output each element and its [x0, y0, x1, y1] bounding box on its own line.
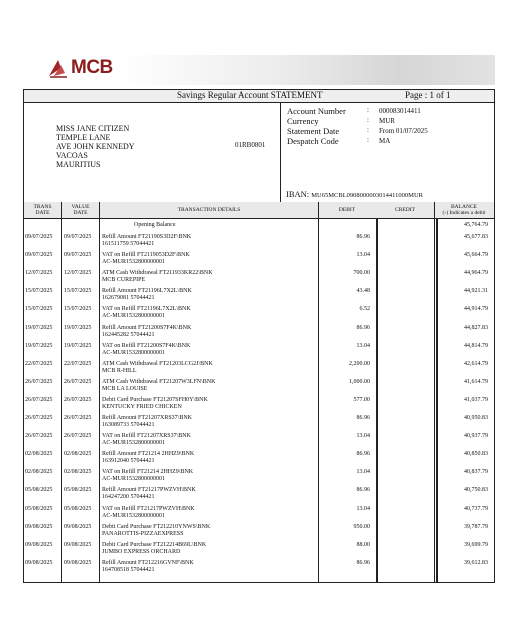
header-text: (-) Indicates a debit: [442, 210, 486, 216]
value-date-cell: 09/07/2025: [64, 252, 92, 259]
details-line-1: Refill Amount FT21214 2HHZ9\BNK: [102, 451, 195, 458]
details-cell: [102, 451, 314, 465]
separator: :: [367, 106, 369, 114]
details-line-2: 164247200 57044421: [102, 494, 155, 501]
debit-cell: 13.04: [356, 505, 370, 512]
details-line-2: MCB LA LOUISE: [102, 385, 148, 392]
details-line-1: Debit Card Purchase FT21207SFH0Y\BNK: [102, 396, 208, 403]
details-line-1: Debit Card Purchase FT212210YNWS\BNK: [102, 523, 211, 530]
debit-cell: 700.00: [353, 270, 370, 277]
balance-cell: 44,921.31: [464, 288, 488, 295]
value-date-cell: 19/07/2025: [64, 342, 92, 349]
value-date-cell: 05/08/2025: [64, 505, 92, 512]
opening-balance-value: 45,764.79: [464, 222, 488, 228]
details-line-2: AC-MUR1532800000001: [102, 313, 166, 320]
details-line-2: AC-MUR1532800000001: [102, 512, 166, 519]
details-line-2: 162445282 57044421: [102, 331, 155, 338]
trans-date-cell: 26/07/2025: [25, 433, 53, 440]
details-cell: [102, 469, 314, 483]
balance-cell: 45,664.79: [464, 252, 488, 259]
details-line-2: AC-MUR1532800000001: [102, 259, 166, 266]
customer-info-box: [23, 102, 495, 203]
details-line-2: 162679081 57044421: [102, 295, 155, 302]
statement-date-value: From 01/07/2025: [379, 127, 428, 135]
details-line-1: VAT on Refill FT21196L7X2L\BNK: [102, 306, 191, 313]
address-line: AVE JOHN KENNEDY: [56, 142, 135, 151]
details-line-2: MCB R-HILL: [102, 367, 137, 374]
balance-cell: 41,037.79: [464, 396, 488, 403]
trans-date-cell: 19/07/2025: [25, 342, 53, 349]
column-divider: [434, 202, 435, 582]
balance-cell: 44,964.79: [464, 270, 488, 277]
header-text: DATE: [73, 210, 88, 216]
details-line-1: ATM Cash Withdrawal FT21207W3LFN\BNK: [102, 378, 216, 385]
despatch-code-row: [287, 136, 390, 146]
balance-cell: 39,612.83: [464, 559, 488, 566]
balance-cell: 42,614.79: [464, 360, 488, 367]
details-line-2: MCB CUREPIPE: [102, 277, 146, 284]
balance-cell: 40,837.79: [464, 469, 488, 476]
statement-date-label: Statement Date: [287, 126, 340, 136]
debit-cell: 86.96: [356, 324, 370, 331]
value-date-cell: 15/07/2025: [64, 306, 92, 313]
opening-balance-label: Opening Balance: [134, 222, 176, 228]
details-cell: [102, 487, 314, 501]
statement-date-row: [287, 126, 428, 136]
balance-cell: 40,850.83: [464, 451, 488, 458]
details-cell: [102, 234, 314, 248]
currency-value: MUR: [379, 117, 395, 125]
trans-date-cell: 09/07/2025: [25, 234, 53, 240]
debit-cell: 86.96: [356, 451, 370, 458]
details-line-1: VAT on Refill FT21217PWZVH\BNK: [102, 505, 195, 512]
trans-date-cell: 05/08/2025: [25, 505, 53, 512]
balance-cell: 41,614.79: [464, 378, 488, 385]
debit-cell: 88.00: [356, 541, 370, 548]
header-text: VALUE: [71, 204, 90, 210]
details-line-2: 163089733 57044421: [102, 422, 155, 428]
details-line-2: 163912040 57044421: [102, 458, 155, 465]
details-line-2: PANAROTTIS-PIZZAEXPRESS: [102, 530, 184, 537]
details-line-1: ATM Cash Withdrawal FT21203LCG2J\BNK: [102, 360, 213, 367]
address-line: MISS JANE CITIZEN: [56, 124, 130, 133]
iban-line: [286, 189, 423, 199]
trans-date-cell: 12/07/2025: [25, 270, 53, 277]
account-number-label: Account Number: [287, 106, 346, 116]
trans-date-cell: 09/07/2025: [25, 252, 53, 259]
details-line-2: KENTUCKY FRIED CHICKEN: [102, 403, 182, 410]
debit-cell: 2,200.00: [349, 360, 370, 367]
details-line-1: VAT on Refill FT21207XRS37\BNK: [102, 433, 191, 440]
details-line-2: AC-MUR1532800000001: [102, 476, 166, 483]
bank-name: MCB: [71, 57, 113, 78]
statement-title: Savings Regular Account STATEMENT: [177, 90, 323, 100]
details-cell: [102, 542, 314, 556]
header-text: DATE: [35, 210, 50, 216]
debit-cell: 13.04: [356, 252, 370, 259]
details-cell: [102, 325, 314, 339]
details-cell: [102, 343, 314, 357]
address-line: VACOAS: [56, 151, 88, 160]
column-divider: [318, 202, 319, 582]
debit-cell: 86.96: [356, 234, 370, 240]
table-header: [24, 202, 494, 219]
details-line-2: 164708518 57044421: [102, 566, 155, 573]
value-date-cell: 26/07/2025: [64, 433, 92, 440]
details-line-1: Refill Amount FT212216GVNF\BNK: [102, 559, 194, 566]
header-details: TRANSACTION DETAILS: [177, 207, 241, 213]
balance-cell: 39,699.79: [464, 541, 488, 548]
mcb-sail-logo-icon: [47, 57, 69, 79]
details-cell: [102, 379, 314, 393]
details-line-1: Refill Amount FT21217PWZVH\BNK: [102, 487, 196, 494]
value-date-cell: 09/08/2025: [64, 523, 92, 530]
debit-cell: 577.00: [353, 396, 370, 403]
details-cell: [102, 397, 314, 411]
details-cell: [102, 524, 314, 538]
trans-date-cell: 26/07/2025: [25, 378, 53, 385]
trans-date-cell: 09/08/2025: [25, 559, 53, 566]
value-date-cell: 12/07/2025: [64, 270, 92, 277]
details-line-1: Refill Amount FT21207XRS37\BNK: [102, 415, 193, 421]
debit-cell: 950.00: [353, 523, 370, 530]
address-line: MAURITIUS: [56, 160, 101, 169]
bank-logo: [47, 57, 113, 79]
details-line-2: 161511759 57044421: [102, 241, 155, 247]
trans-date-cell: 19/07/2025: [25, 324, 53, 331]
trans-date-cell: 26/07/2025: [25, 396, 53, 403]
value-date-cell: 09/08/2025: [64, 541, 92, 548]
details-line-2: AC-MUR1532800000001: [102, 440, 166, 447]
debit-cell: 86.96: [356, 559, 370, 566]
value-date-cell: 09/07/2025: [64, 234, 92, 240]
separator: :: [367, 136, 369, 144]
header-credit: CREDIT: [395, 207, 415, 213]
details-cell: [102, 252, 314, 266]
balance-cell: 40,737.79: [464, 505, 488, 512]
statement-title-bar: [23, 89, 495, 103]
value-date-cell: 26/07/2025: [64, 415, 92, 421]
header-balance: [434, 204, 494, 216]
balance-cell: 44,827.83: [464, 324, 488, 331]
header-debit: DEBIT: [338, 207, 356, 213]
trans-date-cell: 15/07/2025: [25, 288, 53, 295]
page-indicator: Page : 1 of 1: [405, 90, 451, 100]
balance-cell: 44,814.79: [464, 342, 488, 349]
separator: :: [367, 116, 369, 124]
balance-cell: 39,787.79: [464, 523, 488, 530]
debit-cell: 13.04: [356, 469, 370, 476]
balance-cell: 40,937.79: [464, 433, 488, 440]
value-date-cell: 05/08/2025: [64, 487, 92, 494]
details-cell: [102, 433, 314, 447]
trans-date-cell: 09/08/2025: [25, 523, 53, 530]
trans-date-cell: 02/08/2025: [25, 451, 53, 458]
details-cell: [102, 560, 314, 574]
value-date-cell: 02/08/2025: [64, 469, 92, 476]
debit-cell: 43.48: [356, 288, 370, 295]
details-cell: [102, 288, 314, 302]
debit-cell: 86.96: [356, 415, 370, 421]
details-line-2: JUMBO EXPRESS ORCHARD: [102, 548, 181, 555]
header-value-date: [62, 204, 99, 216]
details-line-1: Refill Amount FT21196L7X2L\BNK: [102, 288, 192, 295]
debit-cell: 6.52: [359, 306, 370, 313]
separator: :: [367, 126, 369, 134]
details-line-1: Debit Card Purchase FT212214B69L\BNK: [102, 541, 207, 548]
balance-cell: 44,914.79: [464, 306, 488, 313]
value-date-cell: 02/08/2025: [64, 451, 92, 458]
balance-cell: 45,677.83: [464, 234, 488, 240]
statement-sheet: [23, 0, 495, 640]
currency-row: [287, 116, 395, 126]
trans-date-cell: 22/07/2025: [25, 360, 53, 367]
despatch-code-label: Despatch Code: [287, 136, 339, 146]
header-text: TRANS: [33, 204, 52, 210]
details-cell: [102, 306, 314, 320]
despatch-code-value: MA: [379, 137, 391, 145]
trans-date-cell: 02/08/2025: [25, 469, 53, 476]
debit-cell: 13.04: [356, 342, 370, 349]
trans-date-cell: 05/08/2025: [25, 487, 53, 494]
customer-ref-code: 01RB0801: [235, 141, 266, 149]
account-details: [280, 102, 495, 202]
value-date-cell: 26/07/2025: [64, 378, 92, 385]
details-line-1: VAT on Refill FT2119053D2F\BNK: [102, 252, 190, 259]
details-line-1: Refill Amount FT21190S3D2F\BNK: [102, 234, 192, 240]
balance-cell: 40,950.83: [464, 415, 488, 421]
account-number-row: [287, 106, 421, 116]
value-date-cell: 26/07/2025: [64, 396, 92, 403]
currency-label: Currency: [287, 116, 319, 126]
value-date-cell: 22/07/2025: [64, 360, 92, 367]
details-line-1: VAT on Refill FT21200S7F4K\BNK: [102, 342, 191, 349]
details-line-1: Refill Amount FT21200S7F4K\BNK: [102, 324, 192, 331]
value-date-cell: 15/07/2025: [64, 288, 92, 295]
details-cell: [102, 415, 314, 429]
details-cell: [102, 270, 314, 284]
debit-cell: 1,000.00: [349, 378, 370, 385]
details-cell: [102, 506, 314, 520]
iban-value: MU65MCBL0908000003014411000MUR: [311, 192, 423, 199]
details-line-1: VAT on Refill FT21214 2HHZ9\BNK: [102, 469, 194, 476]
value-date-cell: 19/07/2025: [64, 324, 92, 331]
details-line-2: AC-MUR1532800000001: [102, 349, 166, 356]
transactions-table: [23, 202, 495, 583]
details-line-1: ATM Cash Withdrawal FT211933KR22\BNK: [102, 270, 213, 277]
credit-column-frame: [376, 218, 438, 582]
details-cell: [102, 361, 314, 375]
debit-cell: 86.96: [356, 487, 370, 494]
customer-address: [56, 124, 135, 169]
trans-date-cell: 09/08/2025: [25, 541, 53, 548]
header-trans-date: [24, 204, 61, 216]
value-date-cell: 09/08/2025: [64, 559, 92, 566]
trans-date-cell: 15/07/2025: [25, 306, 53, 313]
trans-date-cell: 26/07/2025: [25, 415, 53, 421]
column-divider: [61, 202, 62, 582]
balance-cell: 40,750.83: [464, 487, 488, 494]
header-text: BALANCE: [451, 204, 477, 210]
account-number-value: 000083014411: [379, 107, 421, 115]
iban-label: IBAN:: [286, 189, 310, 199]
address-line: TEMPLE LANE: [56, 133, 111, 142]
debit-cell: 13.04: [356, 433, 370, 440]
